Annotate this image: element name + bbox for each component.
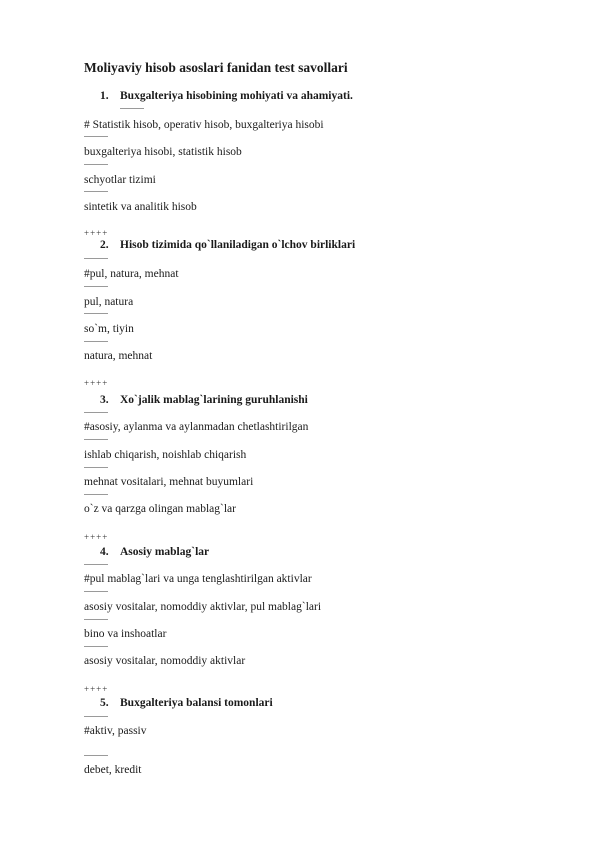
separator: [84, 439, 108, 442]
plus-marker: ++++: [84, 532, 109, 542]
separator: [84, 494, 108, 497]
answer-option: #aktiv, passiv: [84, 725, 147, 737]
answer-option: asosiy vositalar, nomoddiy aktivlar: [84, 655, 246, 667]
answer-option: #pul, natura, mehnat: [84, 268, 179, 280]
separator: [84, 341, 108, 344]
answer-option: asosiy vositalar, nomoddiy aktivlar, pul mablag`lari: [84, 601, 322, 613]
answer-option: # Statistik hisob, operativ hisob, buxgalteriya hisobi: [84, 119, 324, 131]
separator: [84, 591, 108, 594]
separator: [84, 286, 108, 289]
separator: [84, 646, 108, 649]
separator: [84, 619, 108, 622]
separator: [84, 313, 108, 316]
answer-option: #pul mablag`lari va unga tenglashtirilgan aktivlar: [84, 573, 312, 585]
document-title: Moliyaviy hisob asoslari fanidan test savollari: [84, 60, 348, 75]
separator: [120, 108, 144, 111]
separator: [84, 258, 108, 261]
separator: [84, 564, 108, 567]
question-number: 2.: [100, 239, 109, 251]
answer-option: natura, mehnat: [84, 350, 153, 362]
answer-option: ishlab chiqarish, noishlab chiqarish: [84, 449, 247, 461]
question-number: 1.: [100, 90, 109, 102]
answer-option: so`m, tiyin: [84, 323, 134, 335]
question-number: 4.: [100, 546, 109, 558]
question-1: [100, 90, 353, 102]
question-text: Hisob tizimida qo`llaniladigan o`lchov birliklari: [120, 239, 356, 251]
question-number: 3.: [100, 394, 109, 406]
question-4: [100, 546, 209, 558]
answer-option: schyotlar tizimi: [84, 174, 156, 186]
plus-marker: ++++: [84, 228, 109, 238]
answer-option: debet, kredit: [84, 764, 142, 776]
separator: [84, 412, 108, 415]
separator: [84, 467, 108, 470]
separator: [84, 716, 108, 719]
separator: [84, 136, 108, 139]
answer-option: o`z va qarzga olingan mablag`lar: [84, 503, 236, 515]
separator: [84, 755, 108, 758]
plus-marker: ++++: [84, 378, 109, 388]
answer-option: buxgalteriya hisobi, statistik hisob: [84, 146, 242, 158]
question-text: Buxgalteriya hisobining mohiyati va ahamiyati.: [120, 90, 353, 102]
question-text: Asosiy mablag`lar: [120, 546, 210, 558]
separator: [84, 191, 108, 194]
question-2: [100, 239, 355, 251]
question-text: Buxgalteriya balansi tomonlari: [120, 697, 273, 709]
plus-marker: ++++: [84, 684, 109, 694]
answer-option: pul, natura: [84, 296, 134, 308]
question-number: 5.: [100, 697, 109, 709]
question-3: [100, 394, 308, 406]
answer-option: bino va inshoatlar: [84, 628, 167, 640]
answer-option: #asosiy, aylanma va aylanmadan chetlashtirilgan: [84, 421, 309, 433]
question-text: Xo`jalik mablag`larining guruhlanishi: [120, 394, 308, 406]
separator: [84, 164, 108, 167]
answer-option: mehnat vositalari, mehnat buyumlari: [84, 476, 254, 488]
answer-option: sintetik va analitik hisob: [84, 201, 197, 213]
question-5: [100, 697, 273, 709]
